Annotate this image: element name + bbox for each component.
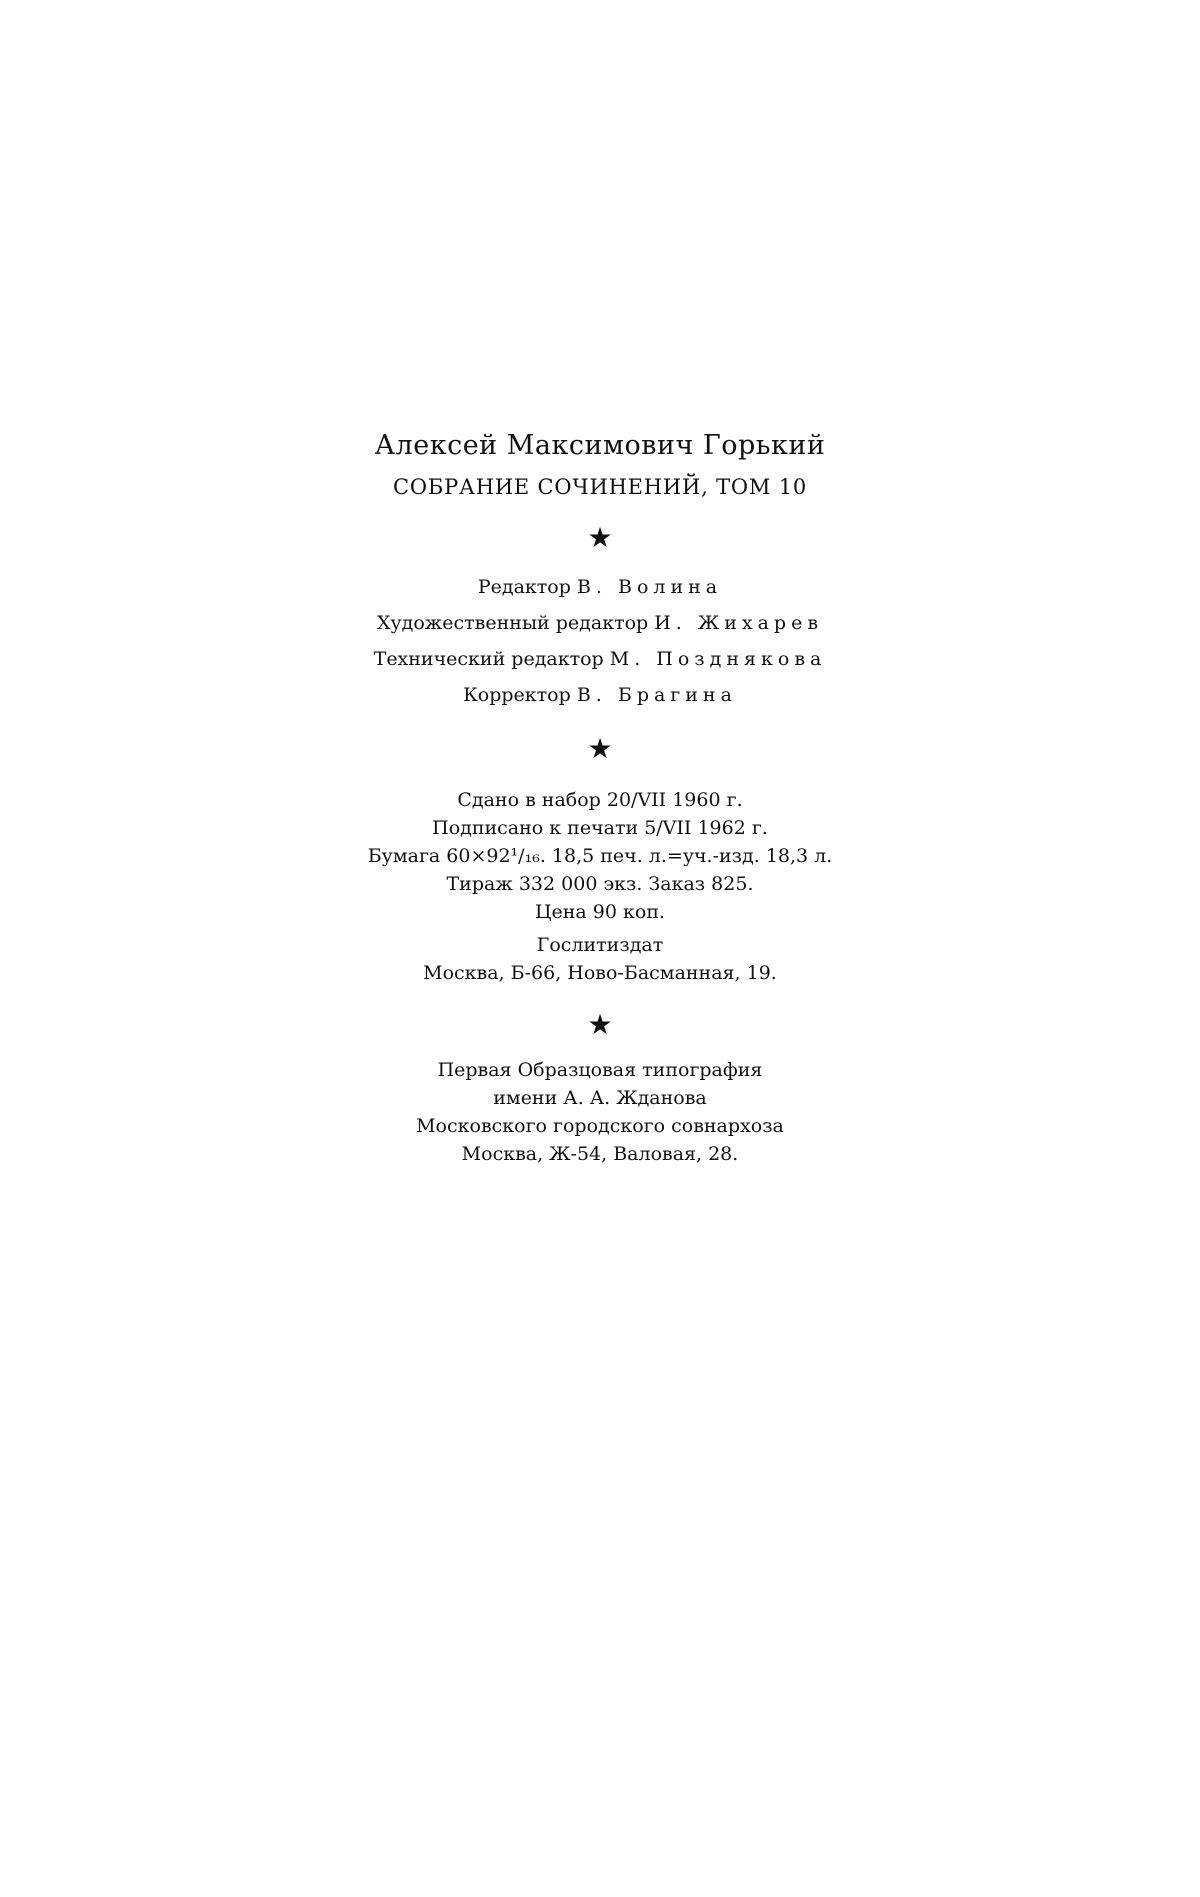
price: Цена 90 коп. (534, 901, 666, 923)
typeset-date: Сдано в набор 20/VII 1960 г. (457, 789, 743, 811)
star-icon: ★ (587, 521, 613, 554)
credit-editor (300, 578, 900, 597)
credit-name: В. Брагина (576, 684, 737, 706)
credit-art-editor (300, 614, 900, 633)
credit-name: М. Позднякова (609, 648, 827, 670)
star-icon: ★ (587, 732, 613, 765)
printer-address: Москва, Ж-54, Валовая, 28. (461, 1143, 739, 1165)
credit-role: Корректор (463, 684, 571, 706)
credit-role: Редактор (477, 576, 571, 598)
credit-proofreader (300, 686, 900, 705)
credit-role: Художественный редактор (376, 612, 649, 634)
credit-name: И. Жихарев (654, 612, 824, 634)
publisher-name: Гослитиздат (536, 934, 664, 956)
credit-name: В. Волина (576, 576, 723, 598)
printer-line: Первая Образцовая типография (437, 1059, 763, 1081)
printer-line: Московского городского совнархоза (416, 1115, 784, 1137)
paper-format: Бумага 60×92¹/₁₆. 18,5 печ. л.=уч.-изд. 18,3 л. (367, 845, 833, 867)
credit-technical-editor (300, 650, 900, 669)
publisher-address: Москва, Б-66, Ново-Басманная, 19. (423, 962, 777, 984)
star-icon: ★ (587, 1008, 613, 1041)
imprint-block (300, 432, 900, 1173)
book-title: СОБРАНИЕ СОЧИНЕНИЙ, ТОМ 10 (392, 475, 808, 499)
signed-to-print-date: Подписано к печати 5/VII 1962 г. (432, 817, 768, 839)
printer-line: имени А. А. Жданова (493, 1087, 707, 1109)
print-run: Тираж 332 000 экз. Заказ 825. (446, 873, 754, 895)
credit-role: Технический редактор (373, 648, 604, 670)
book-author: Алексей Максимович Горький (374, 430, 826, 461)
